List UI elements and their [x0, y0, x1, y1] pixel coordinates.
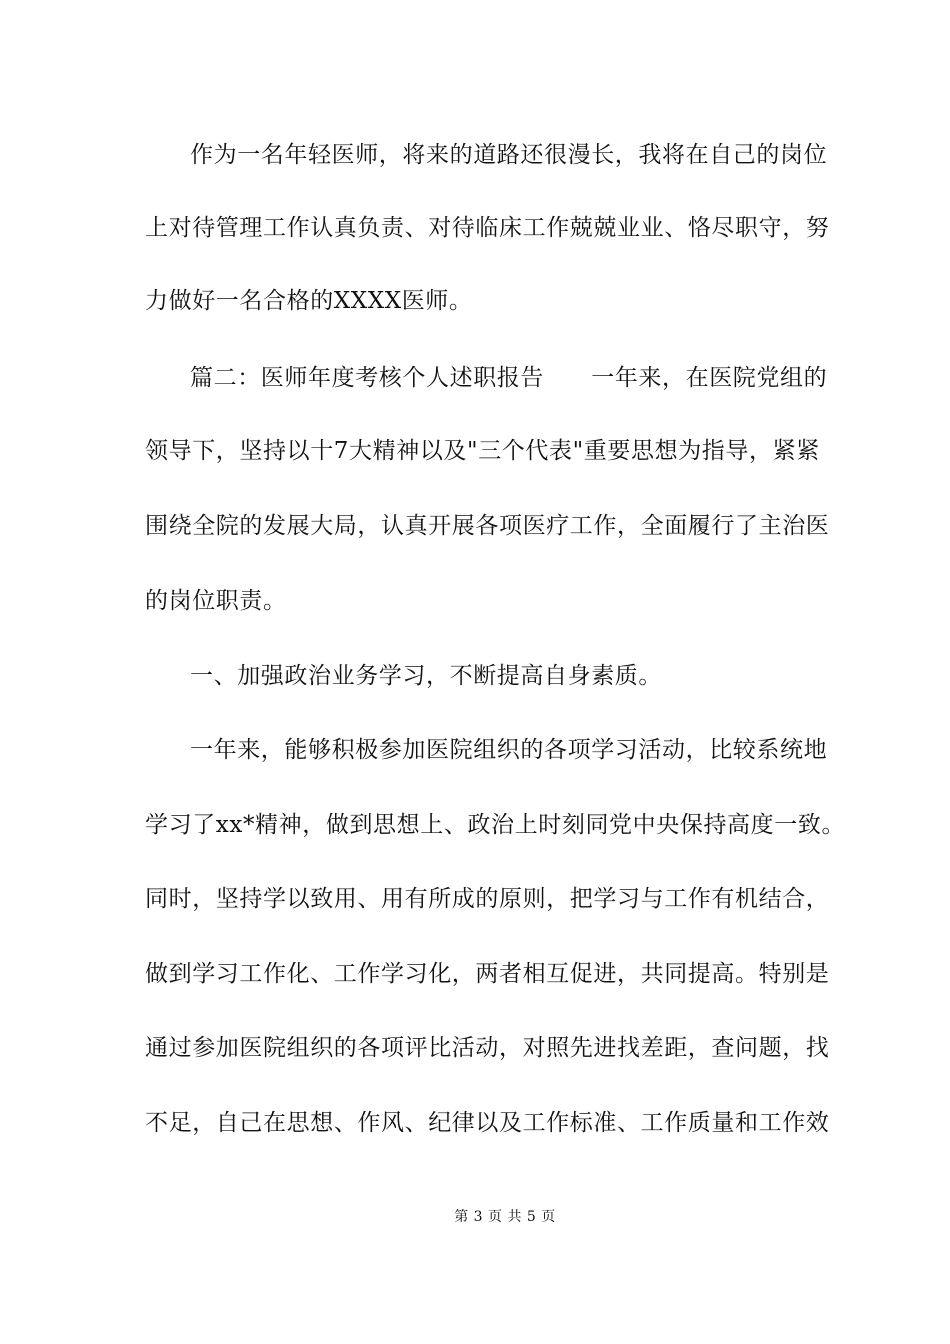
text-line: 作为一名年轻医师，将来的道路还很漫长，我将在自己的岗位 [190, 142, 828, 168]
text-line: 做到学习工作化、工作学习化，两者相互促进，共同提高。特别是 [145, 961, 830, 987]
text-line: 学习了xx*精神，做到思想上、政治上时刻同党中央保持高度一致。 [145, 812, 846, 838]
text-line: 不足，自己在思想、作风、纪律以及工作标准、工作质量和工作效 [145, 1110, 830, 1136]
text-line: 上对待管理工作认真负责、对待临床工作兢兢业业、恪尽职守，努 [145, 215, 830, 241]
page-number: 第 3 页 共 5 页 [454, 1209, 556, 1225]
text-line: 围绕全院的发展大局，认真开展各项医疗工作，全面履行了主治医 [145, 513, 830, 539]
text-line: 同时，坚持学以致用、用有所成的原则，把学习与工作有机结合， [145, 886, 830, 912]
text-line: 一年来，能够积极参加医院组织的各项学习活动，比较系统地 [190, 737, 828, 763]
paragraph-heading: 篇二：医师年度考核个人述职报告 一年来，在医院党组的 [190, 365, 828, 391]
text-line: 力做好一名合格的XXXX医师。 [145, 288, 473, 314]
text-line: 领导下，坚持以十7大精神以及"三个代表"重要思想为指导，紧紧 [145, 438, 820, 464]
text-line: 通过参加医院组织的各项评比活动，对照先进找差距，查问题，找 [145, 1035, 830, 1061]
section-heading: 一、加强政治业务学习，不断提高自身素质。 [190, 663, 662, 689]
text-line: 的岗位职责。 [145, 588, 287, 614]
